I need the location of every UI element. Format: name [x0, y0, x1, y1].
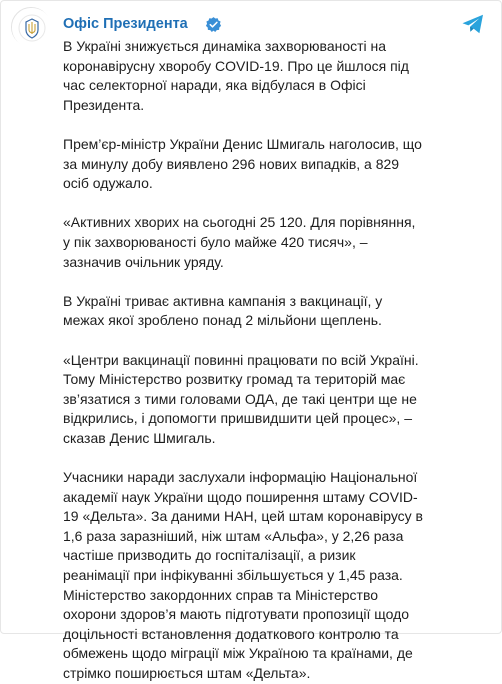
post-paragraph: Прем’єр-міністр України Денис Шмигаль наголосив, що за минулу добу виявлено 296 нових випадків, а 829 осіб одужало.	[63, 135, 422, 192]
post-paragraph: Учасники наради заслухали інформацію Національної академії наук України щодо поширення штаму COVID- 19 «Дельта». За даними НАН, цей штам коронавірусу в 1,6 раза заразніший, ніж штам «Альфа», у 2,26 раза частіше призводить до госпіталізації, а ризик реанімації при інфікуванні збільшується у 1,45 раза. Міністерство закордонних справ та Міністерство охорони здоров’я мають підготувати пропозиції щодо доцільності встановлення додаткового контролю та обмежень щодо міграції між Україною та країнами, де стрімко поширюється штам «Дельта».	[63, 469, 423, 681]
post-paragraph: В Україні знижується динаміка захворюваності на коронавірусну хворобу COVID-19. Про це йшлося під час селекторної наради, яка відбулася в Офісі Президента.	[63, 38, 409, 113]
channel-name[interactable]: Офіс Президента	[63, 16, 188, 32]
post-paragraph: «Центри вакцинації повинні працювати по всій Україні. Тому Міністерство розвитку громад та територій має зв’язатися з тими головами ОДА, де такі центри ще не відкрились, і допомогти пришвидшити цей процес», – сказав Денис Шмигаль.	[63, 351, 419, 446]
post-paragraph: «Активних хворих на сьогодні 25 120. Для порівняння, у пік захворюваності було майже 420 тисяч», – зазначив очільник уряду.	[63, 214, 416, 270]
post-paragraph: В Україні триває активна кампанія з вакцинації, у межах якої зроблено понад 2 мільйони щеплень.	[63, 292, 383, 329]
coat-of-arms-icon	[12, 8, 52, 48]
telegram-share-icon[interactable]	[461, 13, 485, 35]
channel-avatar[interactable]	[11, 7, 51, 47]
post-text	[63, 37, 455, 684]
verified-badge-icon	[205, 16, 222, 33]
